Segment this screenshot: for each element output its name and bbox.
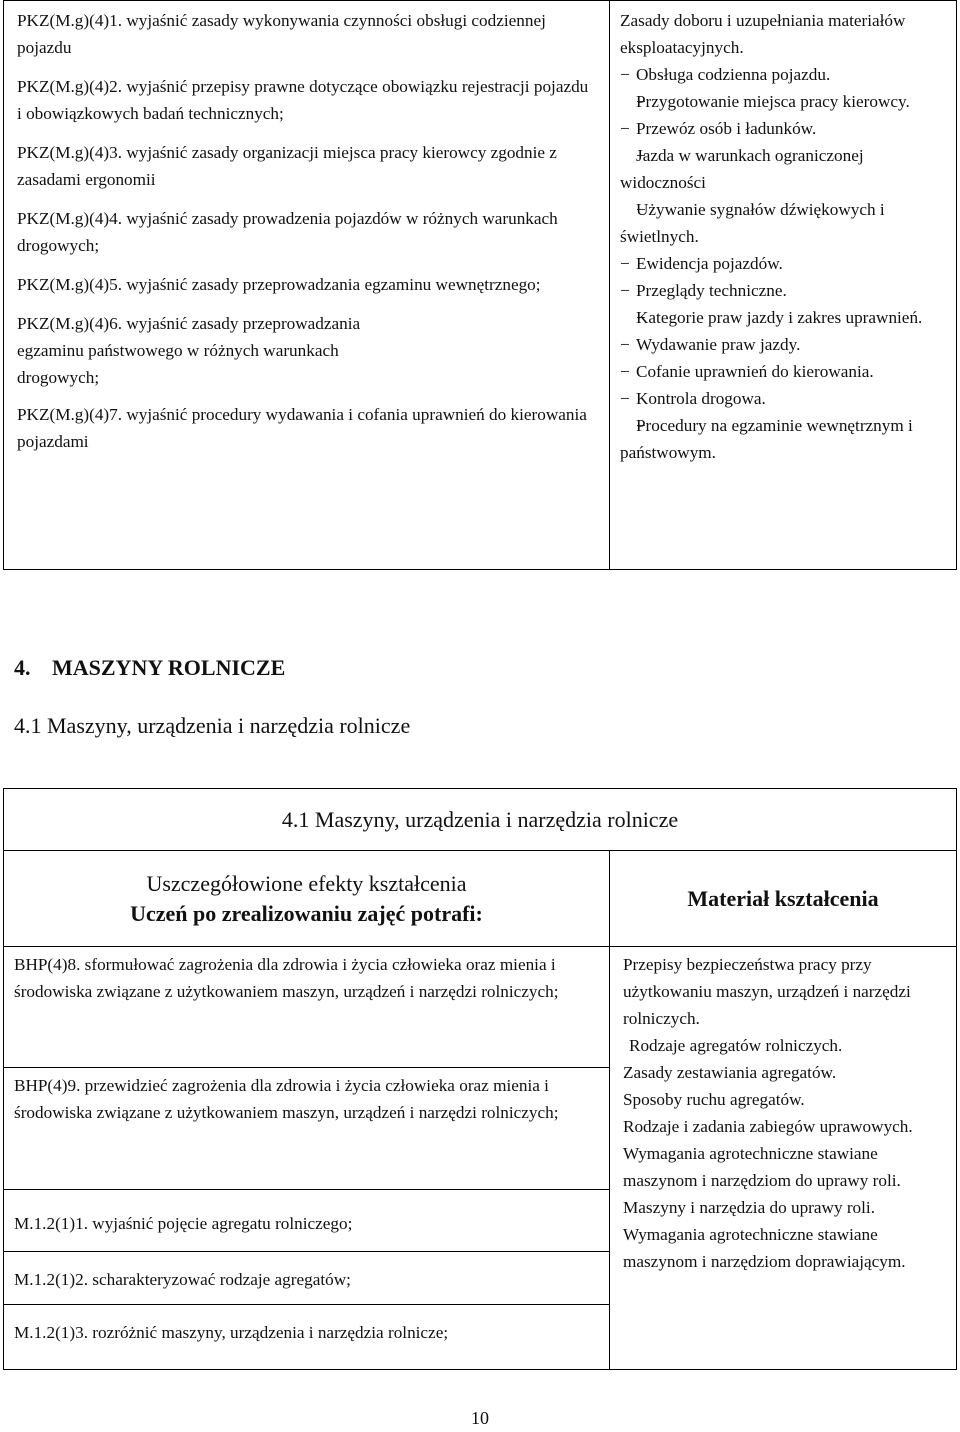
material-item: − Przeglądy techniczne. [620,277,948,304]
material-line: Sposoby ruchu agregatów. [623,1090,805,1109]
material-intro: Zasady doboru i uzupełniania materiałów eksploatacyjnych. [620,11,906,57]
material-item: − Ewidencja pojazdów. [620,250,948,277]
material-line: Rodzaje agregatów rolniczych. [629,1036,843,1055]
material-line: Wymagania agrotechniczne stawiane maszynom i narzędziom do uprawy roli. [623,1144,901,1190]
material-line: Przepisy bezpieczeństwa pracy przy użytkowaniu maszyn, urządzeń i narzędzi rolniczych. [623,955,911,1028]
outcomes-column [4,947,610,1369]
learning-outcome: PKZ(M.g)(4)5. wyjaśnić zasady przeprowadzania egzaminu wewnętrznego; [17,275,541,294]
learning-outcome: PKZ(M.g)(4)6. wyjaśnić zasady przeprowadzania egzaminu państwowego w różnych warunkach drogowych; [17,314,361,387]
section-title: MASZYNY ROLNICZE [52,655,286,680]
material-item: − Przewóz osób i ładunków. [620,115,948,142]
bottom-table [3,788,957,1370]
learning-outcome: PKZ(M.g)(4)7. wyjaśnić procedury wydawania i cofania uprawnień do kierowania pojazdami [17,405,587,451]
outcome-cell: M.1.2(1)3. rozróżnić maszyny, urządzenia i narzędzia rolnicze; [14,1323,449,1342]
material-column [610,947,956,1369]
material-item: − Kategorie praw jazdy i zakres uprawnień. [620,304,948,331]
learning-outcome: PKZ(M.g)(4)2. wyjaśnić przepisy prawne dotyczące obowiązku rejestracji pojazdu i obowiązkowych badań technicznych; [17,77,589,123]
material-item: − Używanie sygnałów dźwiękowych i świetlnych. [620,196,948,250]
material-line: Zasady zestawiania agregatów. [623,1063,837,1082]
section-number: 4. [14,655,31,680]
subsection-heading: 4.1 Maszyny, urządzenia i narzędzia rolnicze [14,713,411,738]
learning-outcome: PKZ(M.g)(4)4. wyjaśnić zasady prowadzenia pojazdów w różnych warunkach drogowych; [17,209,558,255]
table-title-row [4,789,956,851]
material-item: − Obsługa codzienna pojazdu. [620,61,948,88]
table-title: 4.1 Maszyny, urządzenia i narzędzia rolnicze [281,806,679,832]
outcome-cell: BHP(4)8. sformułować zagrożenia dla zdrowia i życia człowieka oraz mienia i środowiska związane z użytkowaniem maszyn, urządzeń i narzędzi rolniczych; [4,947,609,1068]
material-item: − Kontrola drogowa. [620,385,948,412]
material-item: − Cofanie uprawnień do kierowania. [620,358,948,385]
top-table-left-column [4,1,610,569]
outcome-cell: BHP(4)9. przewidzieć zagrożenia dla zdrowia i życia człowieka oraz mienia i środowiska związane z użytkowaniem maszyn, urządzeń i narzędzi rolniczych; [4,1068,609,1190]
material-line: Maszyny i narzędzia do uprawy roli. [623,1198,875,1217]
material-line: Rodzaje i zadania zabiegów uprawowych. [623,1117,913,1136]
page-number: 10 [471,1408,489,1428]
top-table-right-column [610,1,956,569]
section-heading [14,653,285,683]
learning-outcome: PKZ(M.g)(4)3. wyjaśnić zasady organizacji miejsca pracy kierowcy zgodnie z zasadami ergonomii [17,143,557,189]
outcome-cell: M.1.2(1)1. wyjaśnić pojęcie agregatu rolniczego; [4,1190,609,1252]
material-item: − Procedury na egzaminie wewnętrznym i państwowym. [620,412,948,466]
table-body [4,947,956,1369]
outcome-cell: M.1.2(1)2. scharakteryzować rodzaje agregatów; [4,1252,609,1305]
header-left-line1: Uszczegółowione efekty kształcenia [146,870,467,896]
material-item: − Wydawanie praw jazdy. [620,331,948,358]
material-item: − Przygotowanie miejsca pracy kierowcy. [620,88,948,115]
table-header-row [4,851,956,947]
material-item: − Jazda w warunkach ograniczonej widoczności [620,142,948,196]
header-left-line2: Uczeń po zrealizowaniu zajęć potrafi: [130,900,483,926]
material-line: Wymagania agrotechniczne stawiane maszynom i narzędziom doprawiającym. [623,1225,906,1271]
learning-outcome: PKZ(M.g)(4)1. wyjaśnić zasady wykonywania czynności obsługi codziennej pojazdu [17,11,546,57]
header-learning-outcomes [4,851,610,946]
header-material: Materiał kształcenia [687,885,879,911]
top-table [3,0,957,570]
